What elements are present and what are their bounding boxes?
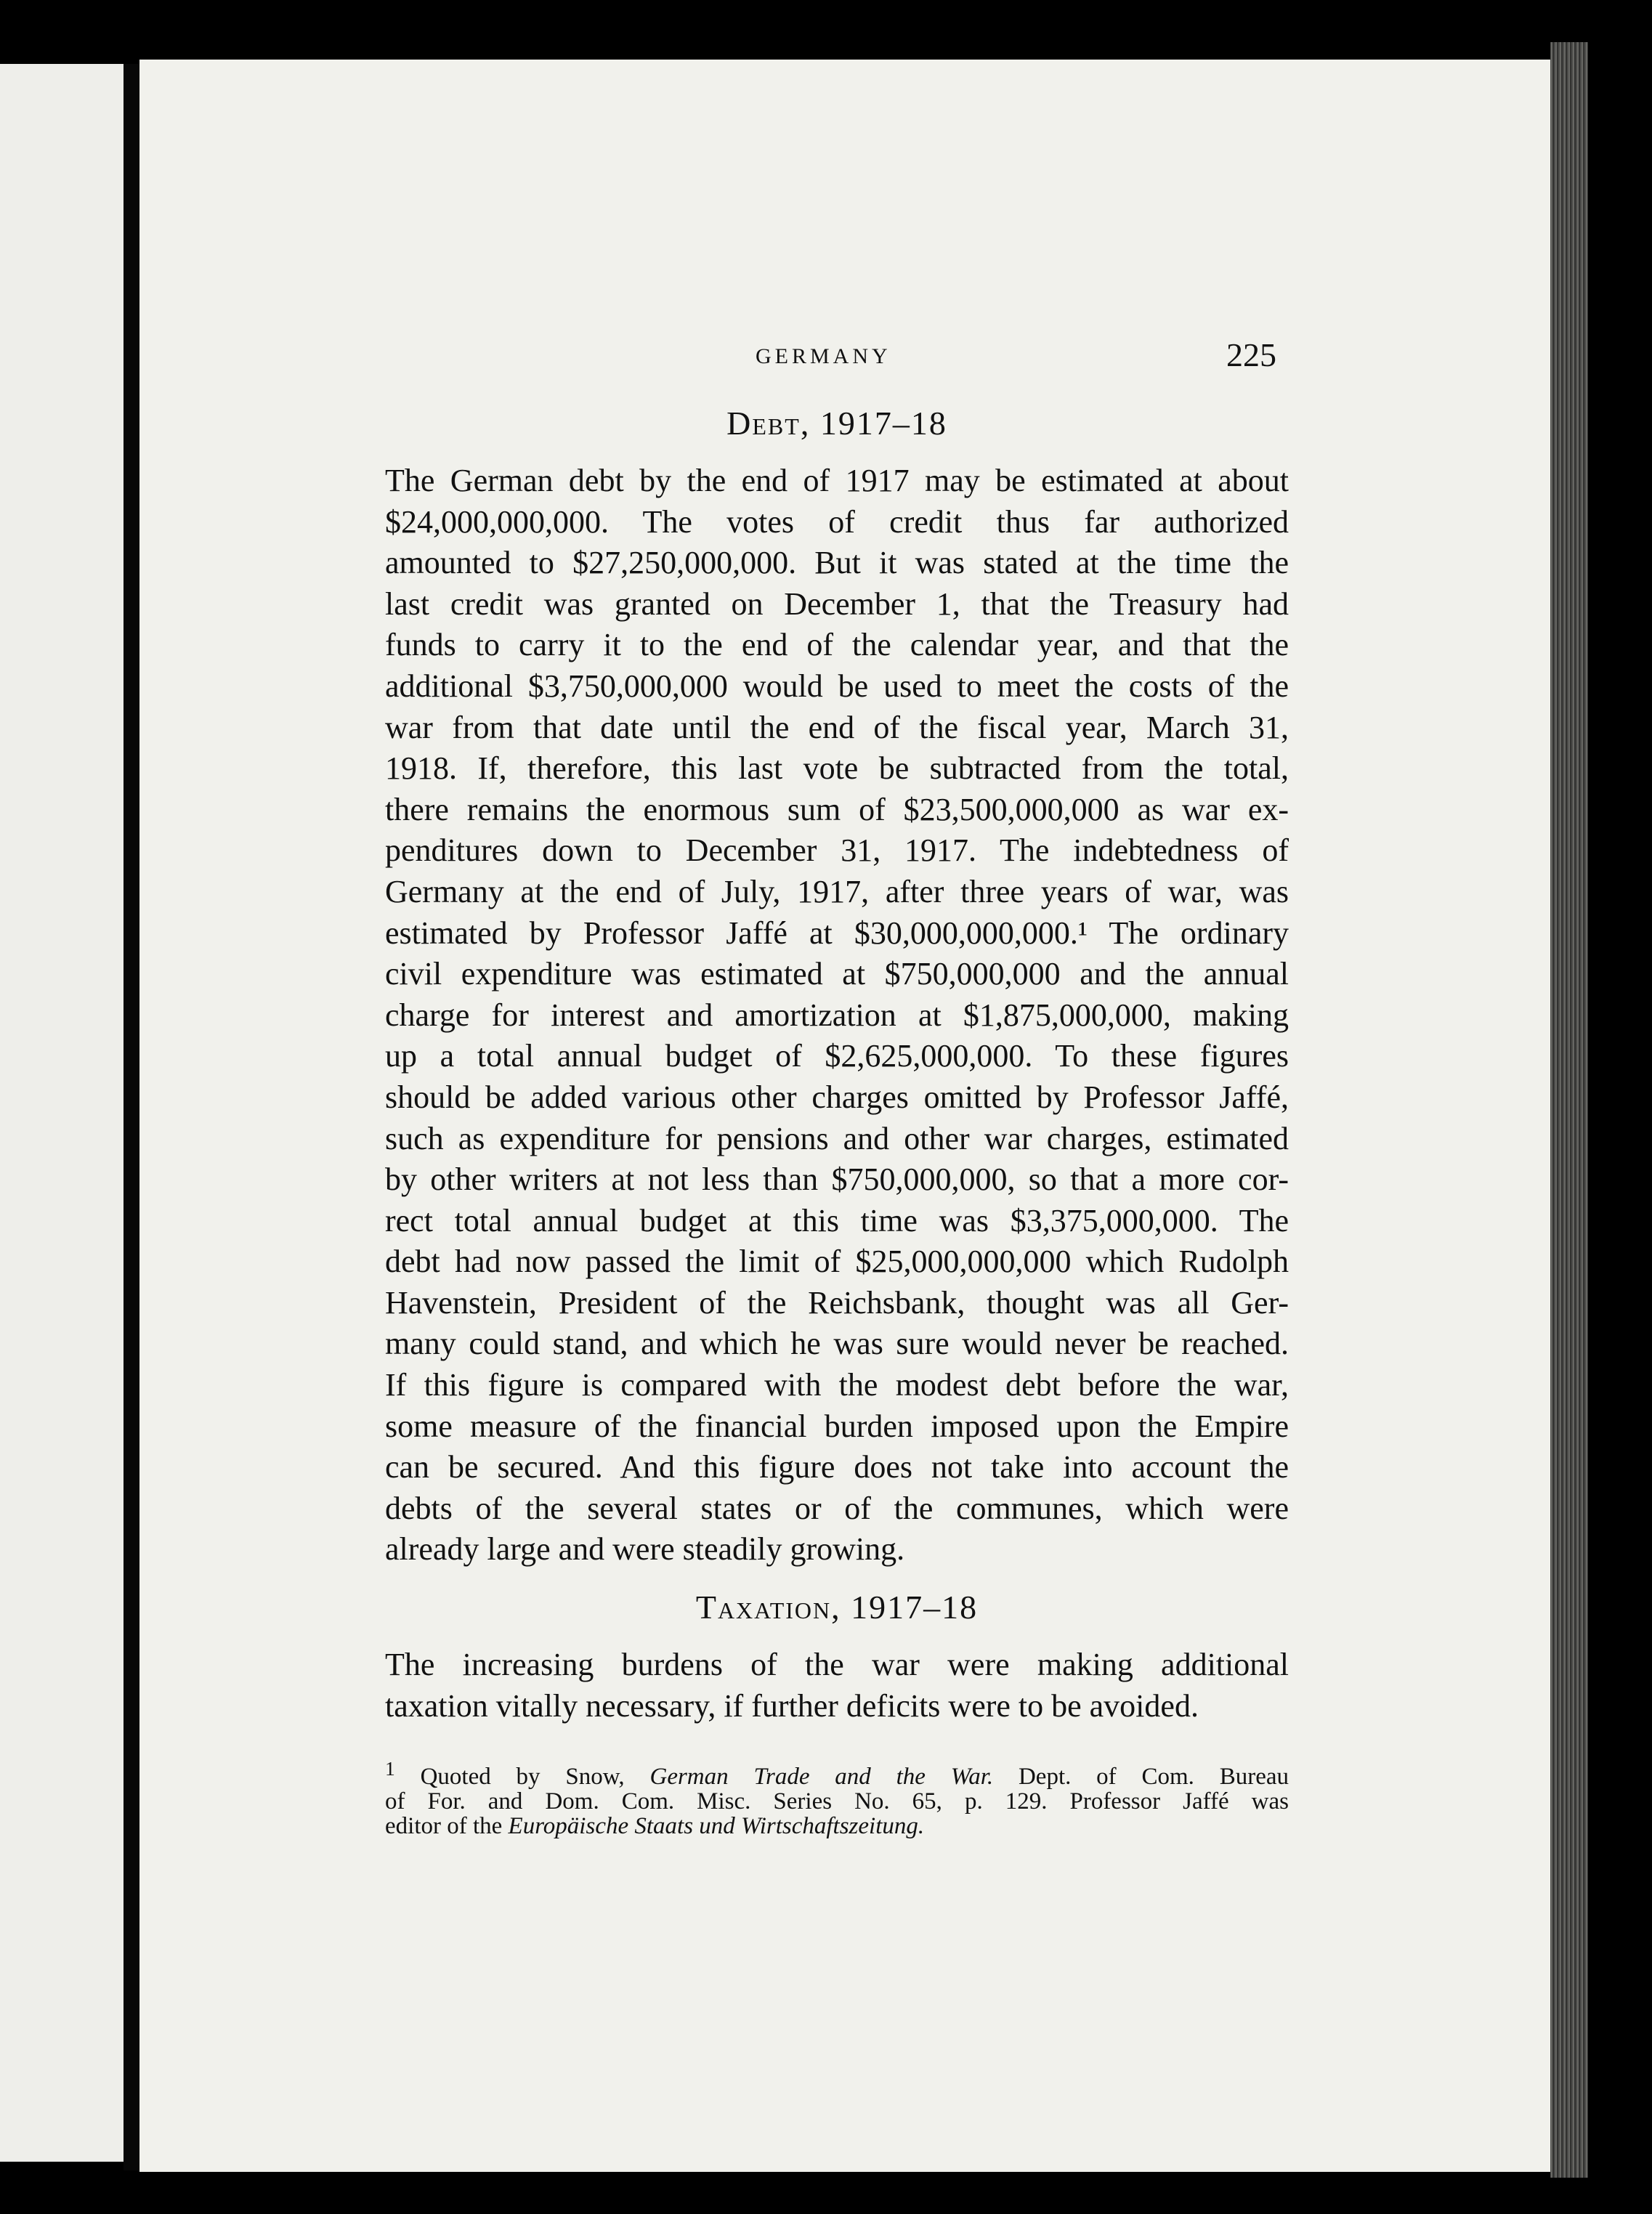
text-line: The German debt by the end of 1917 may be estimated at about [385,463,1289,498]
text-line: $24,000,000,000. The votes of credit thus far authorized [385,503,1289,540]
text-line: civil expenditure was estimated at $750,000,000 and the annual [385,956,1289,992]
text-line: amounted to $27,250,000,000. But it was stated at the time the [385,545,1289,581]
text-line: penditures down to December 31, 1917. The indebtedness of [385,832,1289,869]
running-head: GERMANY [756,344,891,368]
footnote [385,1756,1289,1838]
footnote-line: of For. and Dom. Com. Misc. Series No. 65, p. 129. Professor Jaffé was [385,1788,1289,1814]
text-line: last credit was granted on December 1, that the Treasury had [385,585,1289,622]
facing-page-edge [0,64,125,2162]
text-line: war from that date until the end of the fiscal year, March 31, [385,709,1289,745]
page-stack-edge [1550,42,1588,2178]
text-line: can be secured. And this figure does not take into account the [385,1449,1289,1485]
text-line: such as expenditure for pensions and other war charges, estimated [385,1120,1289,1156]
text-line: should be added various other charges omitted by Professor Jaffé, [385,1079,1289,1115]
debt-paragraph [385,461,1289,1570]
footnote-title: German Trade and the War. [649,1764,994,1790]
text-line: many could stand, and which he was sure would never be reached. [385,1326,1289,1362]
text-line: estimated by Professor Jaffé at $30,000,000,000.¹ The ordinary [385,915,1289,951]
text-line: Germany at the end of July, 1917, after three years of war, was [385,873,1289,909]
text-line: funds to carry it to the end of the calendar year, and that the [385,627,1289,663]
footnote-text: Dept. of Com. Bureau [1018,1764,1289,1790]
text-line: The increasing burdens of the war were making additional [385,1647,1289,1682]
text-line: debt had now passed the limit of $25,000,000,000 which Rudolph [385,1244,1289,1280]
text-line: some measure of the financial burden imposed upon the Empire [385,1408,1289,1444]
text-line: charge for interest and amortization at $1,875,000,000, making [385,997,1289,1033]
text-line: already large and were steadily growing. [385,1531,905,1568]
text-line: taxation vitally necessary, if further deficits were to be avoided. [385,1687,1199,1724]
taxation-paragraph [385,1645,1289,1727]
section-heading-taxation: Taxation, 1917–18 [695,1589,979,1626]
footnote-text: editor of the [385,1813,503,1839]
text-line: there remains the enormous sum of $23,500,000,000 as war ex- [385,791,1289,827]
text-line: up a total annual budget of $2,625,000,000. To these figures [385,1038,1289,1074]
text-line: rect total annual budget at this time was $3,375,000,000. The [385,1202,1289,1238]
text-line: 1918. If, therefore, this last vote be subtracted from the total, [385,750,1289,787]
book-gutter [124,64,139,2170]
footnote-line [385,1756,1289,1789]
footnote-text: Quoted by Snow, [420,1764,625,1790]
text-line: additional $3,750,000,000 would be used to meet the costs of the [385,668,1289,704]
text-line: Havenstein, President of the Reichsbank, thought was all Ger- [385,1284,1289,1321]
footnote-marker: 1 [385,1757,395,1780]
text-line: by other writers at not less than $750,000,000, so that a more cor- [385,1161,1289,1198]
text-line: debts of the several states or of the communes, which were [385,1490,1289,1526]
text-line: If this figure is compared with the modest debt before the war, [385,1367,1289,1403]
section-heading-debt: Debt, 1917–18 [726,405,947,442]
page-number: 225 [1226,336,1276,373]
footnote-title: Europäische Staats und Wirtschaftszeitung. [508,1813,925,1839]
footnote-line [385,1814,1289,1838]
